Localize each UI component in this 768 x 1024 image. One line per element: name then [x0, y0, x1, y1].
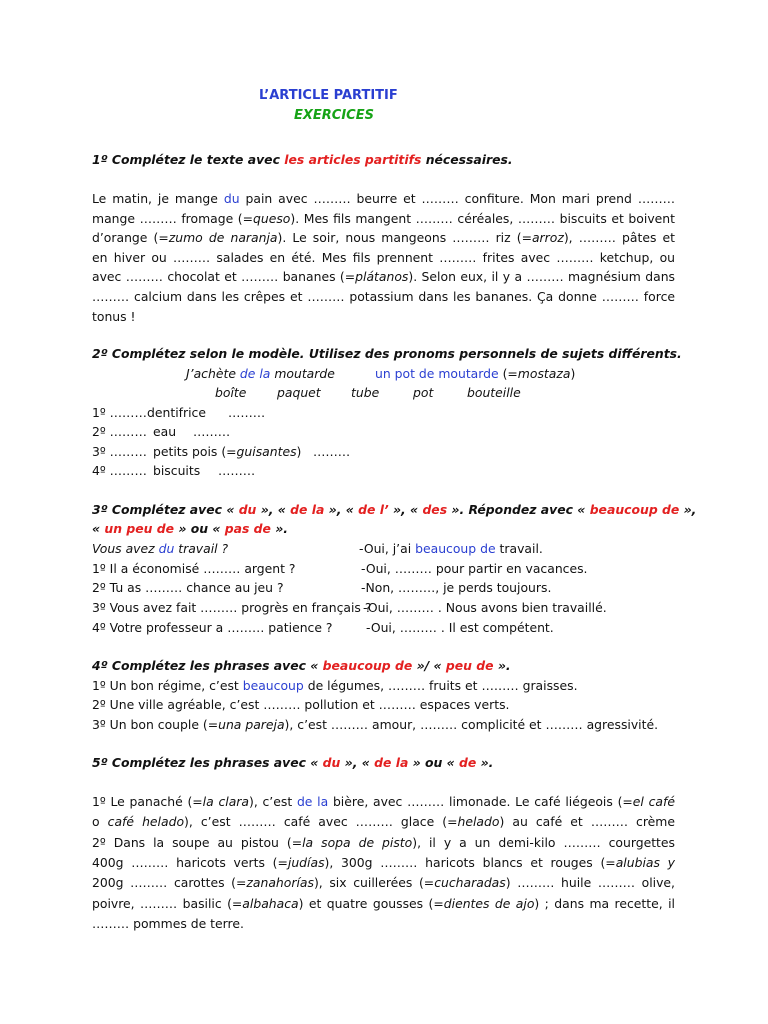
ex2-item-word-part: ) — [296, 444, 302, 459]
ex3-heading-highlight: de la — [290, 502, 325, 517]
ex5-heading-highlight: de la — [374, 755, 409, 770]
ex1-heading-highlight: les articles partitifs — [284, 152, 422, 167]
ex2-container-tube: tube — [351, 385, 380, 400]
ex5-text: ) et quatre gousses (= — [298, 895, 444, 911]
ex5-line — [92, 855, 675, 871]
ex3-response: -Oui, ……… . Il est compétent. — [366, 620, 554, 635]
ex5-text: ), c’est ……… café avec ……… glace (= — [184, 814, 458, 830]
ex1-line — [92, 211, 675, 227]
ex1-line — [92, 269, 675, 285]
ex2-model-answer — [375, 366, 575, 382]
ex3-heading-part: 3º Complétez avec « — [92, 502, 239, 517]
ex3-heading-highlight: un peu de — [104, 521, 175, 536]
ex4-heading — [92, 658, 511, 674]
ex2-item-blank: ……… — [228, 405, 266, 420]
ex5-text: ……… pommes de terre. — [92, 915, 244, 931]
ex5-text: ), il y a un demi-kilo ……… courgettes — [412, 834, 675, 850]
ex1-line — [92, 289, 675, 305]
ex4-line-part: de légumes, ……… fruits et ……… graisses. — [303, 678, 578, 693]
ex5-heading — [92, 755, 493, 771]
ex3-response: -Oui, ……… pour partir en vacances. — [361, 561, 588, 576]
ex3-heading-part: », « — [324, 502, 359, 517]
ex5-italic: la clara — [202, 794, 249, 809]
ex3-response: -Non, ………, je perds toujours. — [361, 580, 552, 595]
ex5-italic: judías — [287, 854, 325, 870]
ex2-model — [186, 366, 335, 382]
ex4-line-highlight: beaucoup — [242, 678, 304, 693]
ex3-model-highlight: beaucoup de — [415, 541, 496, 556]
ex2-model-answer-italic: mostaza — [517, 366, 571, 381]
ex5-line — [92, 794, 675, 810]
ex4-heading-part: 4º Complétez les phrases avec « — [92, 658, 323, 673]
ex2-item-blank: ……… — [313, 444, 351, 459]
ex2-item-num: 3º ……… — [92, 444, 147, 459]
ex3-model-part: -Oui, j’ai — [359, 541, 416, 556]
ex3-question: 1º Il a économisé ……… argent ? — [92, 561, 296, 576]
ex3-heading-highlight: de l’ — [358, 502, 389, 517]
ex2-heading: 2º Complétez selon le modèle. Utilisez des pronoms personnels de sujets différents. — [92, 346, 682, 361]
ex1-italic: zumo de naranja — [168, 230, 278, 246]
ex5-heading-highlight: de — [459, 755, 477, 770]
ex4-heading-highlight: beaucoup de — [322, 658, 413, 673]
ex2-item-word: eau — [153, 424, 177, 439]
ex3-heading-part: ». — [270, 521, 288, 536]
ex1-line — [92, 309, 136, 325]
ex2-item-word: dentifrice — [147, 405, 206, 420]
ex2-model-answer-highlight: un pot de moutarde — [375, 366, 499, 381]
ex1-heading-part: nécessaires. — [421, 152, 513, 167]
ex3-heading-part: » ou « — [174, 521, 225, 536]
ex2-container-paquet: paquet — [277, 385, 321, 400]
ex5-text: 200g ……… carottes (= — [92, 875, 247, 891]
ex2-item-blank: ……… — [193, 424, 231, 439]
ex5-text: 1º Le panaché (= — [92, 794, 203, 809]
ex1-text: pain avec ……… beurre et ……… confiture. Mon mari prend ……… — [245, 191, 675, 206]
ex3-model-response — [359, 541, 543, 557]
ex5-line — [92, 835, 675, 851]
ex5-italic: café helado — [107, 814, 185, 830]
ex2-item-word: biscuits — [153, 463, 201, 478]
ex2-model-part: moutarde — [270, 366, 335, 381]
ex5-text: ), six cuillerées (= — [313, 875, 435, 891]
ex4-line-part: 1º Un bon régime, c’est — [92, 678, 243, 693]
ex2-item-word-italic: guisantes — [236, 444, 297, 459]
ex1-text: ). Le soir, nous mangeons ……… riz (= — [277, 230, 532, 246]
ex1-italic: plátanos — [355, 269, 409, 285]
ex5-line — [92, 875, 675, 891]
ex1-heading-part: 1º Complétez le texte avec — [92, 152, 285, 167]
ex2-model-answer-part: (= — [498, 366, 518, 381]
ex3-model-question — [92, 541, 228, 557]
ex5-heading-highlight: du — [322, 755, 341, 770]
ex3-heading-part: « — [92, 521, 105, 536]
ex3-model-part: travail ? — [174, 541, 229, 556]
ex4-line-italic: una pareja — [218, 717, 285, 732]
ex3-response: -Oui, ……… . Nous avons bien travaillé. — [363, 600, 607, 615]
ex2-model-answer-part: ) — [570, 366, 576, 381]
ex3-heading-highlight: pas de — [224, 521, 271, 536]
ex2-item-word-part: petits pois (= — [153, 444, 237, 459]
ex1-text: ……… calcium dans les crêpes et ……… potassium dans les bananes. Ça donne ……… force — [92, 289, 675, 304]
ex3-heading-part: », « — [388, 502, 423, 517]
ex2-model-part: J’achète — [186, 366, 240, 381]
ex5-line — [92, 896, 675, 912]
page-subtitle: EXERCICES — [294, 108, 374, 123]
ex5-text: poivre, ……… basilic (= — [92, 895, 243, 911]
ex5-text: 400g ……… haricots verts (= — [92, 854, 288, 870]
ex1-text: tonus ! — [92, 308, 136, 324]
ex2-model-highlight: de la — [239, 366, 271, 381]
ex1-text: en hiver ou ……… salades en été. Mes fils prennent ……… frites avec ……… ketchup, ou — [92, 249, 675, 265]
ex1-italic: queso — [253, 210, 291, 226]
ex5-italic: dientes de ajo — [443, 895, 535, 911]
ex5-line — [92, 916, 244, 932]
ex2-item-num: 1º ……… — [92, 405, 147, 420]
ex1-line — [92, 250, 675, 266]
ex3-heading-highlight: beaucoup de — [589, 502, 680, 517]
ex4-heading-part: ». — [493, 658, 511, 673]
ex5-italic: alubias y — [615, 854, 675, 870]
ex5-text: ), 300g ……… haricots blancs et rouges (= — [324, 854, 616, 870]
ex1-italic: arroz — [531, 230, 564, 246]
ex5-italic: el café — [632, 794, 675, 809]
ex5-italic: albahaca — [242, 895, 299, 911]
ex5-text: ) ; dans ma recette, il — [534, 895, 675, 911]
ex2-item-word — [153, 444, 301, 460]
ex3-heading-part: », — [679, 502, 697, 517]
ex1-line — [92, 191, 675, 207]
ex5-italic: cucharadas — [434, 875, 506, 891]
ex5-heading-part: » ou « — [408, 755, 460, 770]
ex4-line-part: 3º Un bon couple (= — [92, 717, 219, 732]
ex1-text: ). Mes fils mangent ……… céréales, ……… biscuits et boivent — [290, 210, 675, 226]
ex2-item-blank: ……… — [218, 463, 256, 478]
ex3-question: 4º Votre professeur a ……… patience ? — [92, 620, 333, 635]
ex3-heading-highlight: du — [238, 502, 257, 517]
ex5-italic: zanahorías — [246, 875, 314, 891]
ex4-line — [92, 717, 658, 733]
ex3-heading-part: ». Répondez avec « — [447, 502, 590, 517]
ex5-text: bière, avec ……… limonade. Le café liégeois (= — [328, 794, 633, 809]
ex2-item-num: 4º ……… — [92, 463, 147, 478]
page-title: L’ARTICLE PARTITIF — [259, 88, 398, 103]
ex3-heading-part: », « — [256, 502, 291, 517]
ex5-heading-part: ». — [476, 755, 494, 770]
ex5-heading-part: », « — [340, 755, 375, 770]
ex5-text: ), c’est — [248, 794, 297, 809]
ex5-text: ) au café et ……… crème — [499, 814, 675, 830]
ex2-container-boite: boîte — [215, 385, 247, 400]
ex4-line: 2º Une ville agréable, c’est ……… pollution et ……… espaces verts. — [92, 697, 510, 712]
ex3-model-part: travail. — [495, 541, 543, 556]
ex4-line — [92, 678, 578, 694]
ex5-italic: helado — [457, 814, 500, 830]
ex1-text: mange ……… fromage (= — [92, 210, 254, 226]
ex3-heading-line2 — [92, 521, 288, 537]
ex5-italic: la sopa de pisto — [302, 834, 413, 850]
ex5-text: ) ……… huile ……… olive, — [505, 875, 675, 891]
ex4-heading-highlight: peu de — [445, 658, 494, 673]
ex3-heading — [92, 502, 696, 518]
ex3-model-highlight: du — [158, 541, 175, 556]
ex1-text: avec ……… chocolat et ……… bananes (= — [92, 269, 356, 285]
ex1-text: ). Selon eux, il y a ……… magnésium dans — [408, 269, 675, 285]
ex1-line — [92, 230, 675, 246]
ex1-heading — [92, 152, 513, 168]
ex3-heading-highlight: des — [422, 502, 448, 517]
ex2-container-bouteille: bouteille — [467, 385, 521, 400]
ex5-line — [92, 814, 675, 830]
ex5-text: o — [92, 814, 108, 830]
ex3-question: 3º Vous avez fait ……… progrès en français ? — [92, 600, 372, 615]
ex4-line-part: ), c’est ……… amour, ……… complicité et ……… agressivité. — [284, 717, 659, 732]
ex3-model-part: Vous avez — [92, 541, 159, 556]
ex1-text: ), ……… pâtes et — [563, 230, 675, 246]
ex2-container-pot: pot — [413, 385, 434, 400]
ex1-text: Le matin, je mange — [92, 191, 224, 206]
ex1-text: d’orange (= — [92, 230, 169, 246]
ex5-highlight: de la — [296, 794, 329, 809]
ex5-heading-part: 5º Complétez les phrases avec « — [92, 755, 323, 770]
ex2-item-num: 2º ……… — [92, 424, 147, 439]
ex3-question: 2º Tu as ……… chance au jeu ? — [92, 580, 284, 595]
ex1-highlight: du — [223, 191, 240, 206]
ex5-text: 2º Dans la soupe au pistou (= — [92, 834, 303, 850]
ex4-heading-part: »/ « — [412, 658, 446, 673]
